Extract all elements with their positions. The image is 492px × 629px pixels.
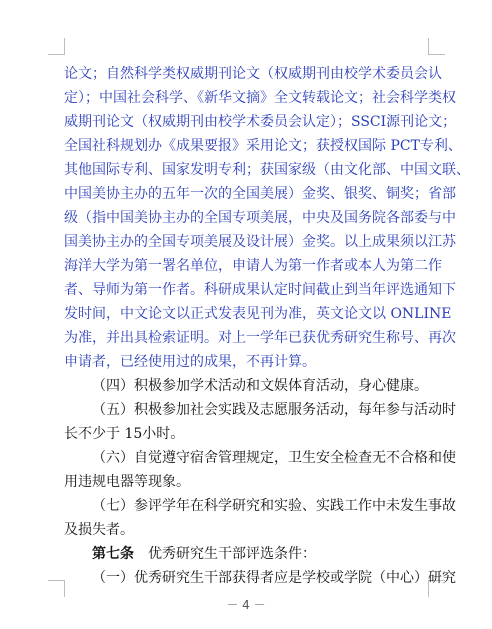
article-7-label: 第七条: [92, 546, 134, 562]
paragraph-line: 者、导师为第一作者。科研成果认定时间截止到当年评选通知下: [64, 282, 456, 298]
criterion-item-5-line: （五）积极参加社会实践及志愿服务活动，每年参与活动时: [92, 402, 456, 418]
article-7-heading: [64, 542, 428, 566]
paragraph-line: 级（指中国美协主办的全国专项美展，中央及国务院各部委与中: [64, 210, 456, 226]
paragraph-line: 国美协主办的全国专项美展及设计展）金奖。以上成果须以江苏: [64, 234, 456, 250]
paragraph-line: 申请者，已经使用过的成果，不再计算。: [64, 354, 316, 370]
paragraph-line: 发时间，中文论文以正式发表见刊为准，英文论文以 ONLINE: [64, 306, 452, 322]
paragraph-line: 全国社科规划办《成果要报》采用论文；获授权国际 PCT专利、: [64, 138, 462, 154]
paragraph-line: 论文；自然科学类权威期刊论文（权威期刊由校学术委员会认: [64, 66, 442, 82]
document-body: [64, 62, 470, 590]
crop-mark-top-right: [428, 38, 445, 55]
paragraph-line: 威期刊论文（权威期刊由校学术委员会认定）；SSCI源刊论文；: [64, 114, 457, 130]
criteria-list: [64, 374, 456, 590]
article-7-item-1: （一）优秀研究生干部获得者应是学校或学院（中心）研究: [92, 570, 456, 586]
crop-mark-bottom-left: [48, 580, 65, 597]
criterion-item-7-line: 及损失者。: [64, 522, 134, 538]
crop-mark-top-left: [48, 38, 65, 55]
page-number: － 4 －: [226, 598, 266, 612]
criterion-item-6-line: 用违规电器等现象。: [64, 474, 190, 490]
paragraph-line: 定）；中国社会科学、《新华文摘》全文转载论文；社会科学类权: [64, 90, 456, 106]
paragraph-line: 其他国际专利、国家发明专利；获国家级（由文化部、中国文联、: [64, 162, 470, 178]
article-7-text: 优秀研究生干部评选条件：: [148, 546, 316, 562]
paragraph-line: 中国美协主办的五年一次的全国美展）金奖、银奖、铜奖；省部: [64, 186, 456, 202]
research-output-paragraph: [64, 62, 470, 374]
paragraph-line: 为准，并出具检索证明。对上一学年已获优秀研究生称号、再次: [64, 330, 456, 346]
criterion-item-6-line: （六）自觉遵守宿舍管理规定，卫生安全检查无不合格和使: [92, 450, 456, 466]
paragraph-line: 海洋大学为第一署名单位，申请人为第一作者或本人为第二作: [64, 258, 442, 274]
criterion-item-7-line: （七）参评学年在科学研究和实验、实践工作中未发生事故: [92, 498, 456, 514]
criterion-item-5-line: 长不少于 15小时。: [64, 426, 185, 442]
criterion-item-4: （四）积极参加学术活动和文娱体育活动，身心健康。: [92, 378, 428, 394]
